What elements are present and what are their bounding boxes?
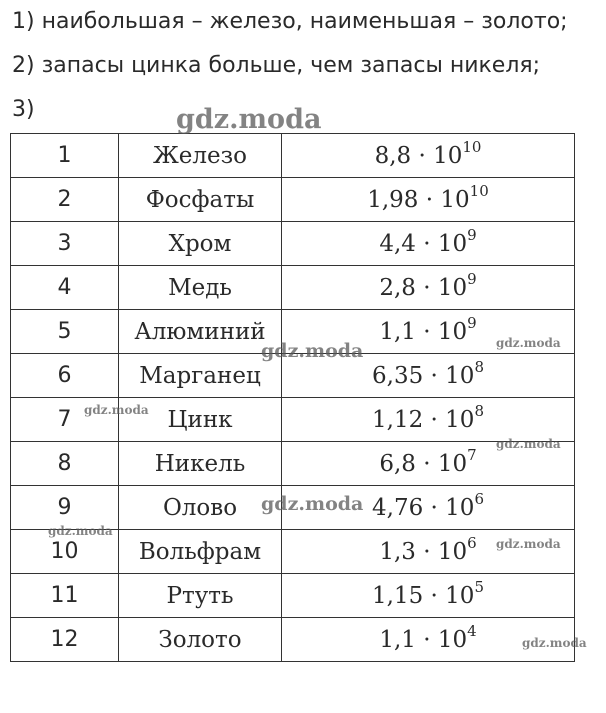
table-row [11,574,575,618]
row-number: 12 [11,618,119,662]
watermark: gdz.moda [261,340,364,362]
resource-name: Медь [119,266,282,310]
row-number: 6 [11,354,119,398]
resource-name: Алюминий [119,310,282,354]
reserve-value [282,574,575,618]
table-row [11,442,575,486]
table-row [11,222,575,266]
value-exponent: 4 [467,621,477,640]
watermark: gdz.moda [176,104,322,135]
table-row [11,134,575,178]
row-number: 8 [11,442,119,486]
reserves-table-body [11,134,575,662]
value-mantissa: 1,98 · 10 [367,186,470,213]
value-exponent: 10 [462,137,482,156]
watermark: gdz.moda [48,524,113,538]
value-exponent: 9 [467,313,477,332]
value-exponent: 10 [469,181,489,200]
value-exponent: 9 [467,225,477,244]
value-mantissa: 4,76 · 10 [372,494,475,521]
watermark: gdz.moda [522,636,587,650]
reserve-value [282,134,575,178]
resource-name: Олово [119,486,282,530]
row-number: 11 [11,574,119,618]
watermark: gdz.moda [496,537,561,551]
reserve-value [282,266,575,310]
row-number: 10 [11,530,119,574]
reserve-value [282,398,575,442]
answer-line-1: 1) наибольшая – железо, наименьшая – золото; [12,9,568,34]
resource-name: Золото [119,618,282,662]
resource-name: Цинк [119,398,282,442]
reserve-value [282,178,575,222]
answer-line-2: 2) запасы цинка больше, чем запасы никеля; [12,53,541,78]
row-number: 4 [11,266,119,310]
watermark: gdz.moda [496,437,561,451]
watermark: gdz.moda [84,403,149,417]
value-exponent: 6 [467,533,477,552]
resource-name: Фосфаты [119,178,282,222]
value-exponent: 9 [467,269,477,288]
value-exponent: 8 [474,357,484,376]
table-row [11,178,575,222]
resource-name: Никель [119,442,282,486]
value-mantissa: 1,15 · 10 [372,582,475,609]
value-mantissa: 1,12 · 10 [372,406,475,433]
table-row [11,618,575,662]
value-exponent: 6 [474,489,484,508]
row-number: 1 [11,134,119,178]
value-mantissa: 1,1 · 10 [379,626,468,653]
row-number: 3 [11,222,119,266]
value-mantissa: 6,35 · 10 [372,362,475,389]
row-number: 9 [11,486,119,530]
value-mantissa: 4,4 · 10 [379,230,468,257]
resource-name: Вольфрам [119,530,282,574]
reserve-value [282,222,575,266]
value-exponent: 5 [474,577,484,596]
answer-line-3: 3) [12,97,35,122]
value-mantissa: 2,8 · 10 [379,274,468,301]
value-mantissa: 1,1 · 10 [379,318,468,345]
row-number: 7 [11,398,119,442]
row-number: 2 [11,178,119,222]
resource-name: Ртуть [119,574,282,618]
reserves-table [10,133,575,662]
resource-name: Хром [119,222,282,266]
value-mantissa: 8,8 · 10 [374,142,463,169]
resource-name: Марганец [119,354,282,398]
row-number: 5 [11,310,119,354]
watermark: gdz.moda [261,493,364,515]
watermark: gdz.moda [496,336,561,350]
value-mantissa: 1,3 · 10 [379,538,468,565]
resource-name: Железо [119,134,282,178]
value-mantissa: 6,8 · 10 [379,450,468,477]
table-row [11,266,575,310]
value-exponent: 8 [474,401,484,420]
value-exponent: 7 [467,445,477,464]
